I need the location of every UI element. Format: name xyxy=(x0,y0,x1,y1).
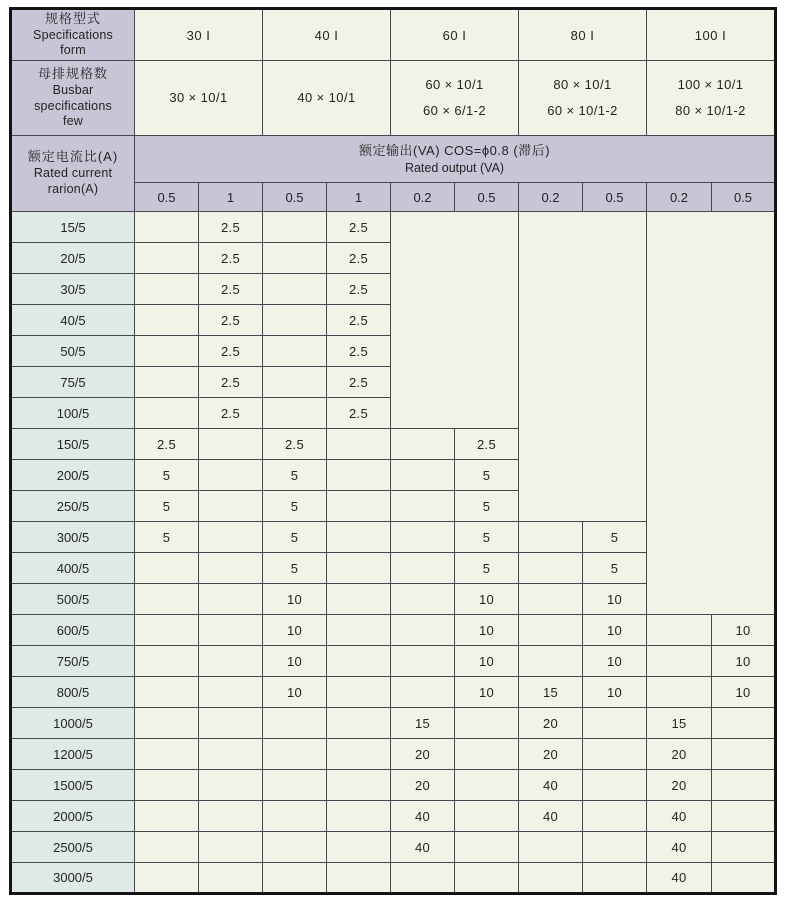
value-cell: 10 xyxy=(263,677,327,708)
value-cell xyxy=(135,708,199,739)
accuracy-40I-b: 1 xyxy=(327,183,391,212)
value-cell xyxy=(135,398,199,429)
busbar-30I xyxy=(135,61,263,136)
value-cell xyxy=(327,429,391,460)
value-cell: 10 xyxy=(263,584,327,615)
value-cell xyxy=(199,553,263,584)
value-cell: 20 xyxy=(519,739,583,770)
accuracy-60I-b: 0.5 xyxy=(455,183,519,212)
value-cell xyxy=(199,832,263,863)
value-cell xyxy=(327,460,391,491)
row-label: 20/5 xyxy=(11,243,135,274)
value-cell xyxy=(135,584,199,615)
value-cell xyxy=(391,646,455,677)
value-cell xyxy=(135,615,199,646)
value-cell xyxy=(135,646,199,677)
value-cell: 5 xyxy=(135,491,199,522)
header-row-rated-output xyxy=(11,136,776,183)
value-cell xyxy=(583,801,647,832)
corner-busbar-en3: few xyxy=(62,114,84,129)
value-cell: 10 xyxy=(583,677,647,708)
value-cell xyxy=(135,212,199,243)
value-cell: 5 xyxy=(263,553,327,584)
accuracy-100I-a: 0.2 xyxy=(647,183,712,212)
value-cell: 5 xyxy=(135,460,199,491)
value-cell xyxy=(455,863,519,894)
value-cell xyxy=(199,522,263,553)
row-label: 3000/5 xyxy=(11,863,135,894)
accuracy-100I-b: 0.5 xyxy=(712,183,776,212)
value-cell xyxy=(327,832,391,863)
value-cell: 2.5 xyxy=(135,429,199,460)
value-cell: 2.5 xyxy=(327,367,391,398)
value-cell: 40 xyxy=(647,801,712,832)
value-cell xyxy=(199,801,263,832)
accuracy-80I-a: 0.2 xyxy=(519,183,583,212)
value-cell: 2.5 xyxy=(327,305,391,336)
value-cell: 5 xyxy=(583,522,647,553)
accuracy-30I-a: 0.5 xyxy=(135,183,199,212)
value-cell xyxy=(135,367,199,398)
value-cell xyxy=(327,646,391,677)
busbar-60I-line2: 60 × 6/1-2 xyxy=(423,103,486,118)
value-cell: 40 xyxy=(647,863,712,894)
value-cell xyxy=(391,553,455,584)
value-cell xyxy=(199,677,263,708)
value-cell: 10 xyxy=(455,615,519,646)
value-cell: 2.5 xyxy=(327,398,391,429)
table-row xyxy=(11,677,776,708)
value-cell xyxy=(519,522,583,553)
row-label: 30/5 xyxy=(11,274,135,305)
value-cell xyxy=(263,739,327,770)
value-cell xyxy=(391,863,455,894)
value-cell xyxy=(583,832,647,863)
corner-spec-form xyxy=(11,9,135,61)
corner-rated-current xyxy=(11,136,135,212)
col-header-80I: 80 I xyxy=(519,9,647,61)
value-cell: 40 xyxy=(647,832,712,863)
value-cell: 40 xyxy=(391,801,455,832)
merged-empty-cell xyxy=(391,212,519,429)
value-cell: 10 xyxy=(455,677,519,708)
value-cell: 5 xyxy=(263,460,327,491)
table-row xyxy=(11,832,776,863)
value-cell xyxy=(519,553,583,584)
value-cell xyxy=(712,708,776,739)
value-cell xyxy=(455,739,519,770)
row-label: 100/5 xyxy=(11,398,135,429)
value-cell xyxy=(263,832,327,863)
value-cell xyxy=(199,491,263,522)
value-cell: 20 xyxy=(391,770,455,801)
value-cell xyxy=(519,646,583,677)
table-body xyxy=(11,212,776,894)
table-row xyxy=(11,801,776,832)
value-cell xyxy=(391,429,455,460)
corner-busbar-zh: 母排规格数 xyxy=(37,66,108,82)
busbar-80I xyxy=(519,61,647,136)
value-cell xyxy=(199,863,263,894)
corner-busbar xyxy=(11,61,135,136)
merged-empty-cell xyxy=(647,212,776,615)
col-header-40I: 40 I xyxy=(263,9,391,61)
value-cell xyxy=(327,677,391,708)
value-cell: 5 xyxy=(455,491,519,522)
header-row-spec xyxy=(11,9,776,61)
busbar-60I xyxy=(391,61,519,136)
table-row xyxy=(11,863,776,894)
value-cell xyxy=(647,677,712,708)
value-cell xyxy=(135,801,199,832)
corner-rated-current-zh: 额定电流比(A) xyxy=(27,149,119,165)
value-cell: 10 xyxy=(712,615,776,646)
value-cell xyxy=(391,584,455,615)
value-cell: 5 xyxy=(263,491,327,522)
value-cell: 10 xyxy=(583,615,647,646)
value-cell xyxy=(647,646,712,677)
value-cell: 2.5 xyxy=(327,274,391,305)
row-label: 1000/5 xyxy=(11,708,135,739)
row-label: 2000/5 xyxy=(11,801,135,832)
value-cell xyxy=(391,677,455,708)
value-cell: 5 xyxy=(583,553,647,584)
col-header-30I: 30 I xyxy=(135,9,263,61)
value-cell xyxy=(263,336,327,367)
value-cell: 2.5 xyxy=(199,367,263,398)
corner-spec-form-en1: Specifications xyxy=(33,27,113,42)
value-cell xyxy=(263,367,327,398)
row-label: 150/5 xyxy=(11,429,135,460)
value-cell: 2.5 xyxy=(327,212,391,243)
value-cell xyxy=(199,770,263,801)
value-cell: 40 xyxy=(519,770,583,801)
value-cell: 2.5 xyxy=(327,336,391,367)
value-cell xyxy=(455,801,519,832)
value-cell xyxy=(519,615,583,646)
value-cell: 10 xyxy=(455,584,519,615)
rated-output-zh: 额定输出(VA) COS=ϕ0.8 (滞后) xyxy=(358,142,551,158)
busbar-100I-line2: 80 × 10/1-2 xyxy=(675,103,746,118)
accuracy-40I-a: 0.5 xyxy=(263,183,327,212)
accuracy-60I-a: 0.2 xyxy=(391,183,455,212)
value-cell: 2.5 xyxy=(263,429,327,460)
value-cell xyxy=(135,305,199,336)
table-row xyxy=(11,615,776,646)
busbar-100I xyxy=(647,61,776,136)
value-cell: 2.5 xyxy=(199,398,263,429)
value-cell: 10 xyxy=(712,646,776,677)
value-cell xyxy=(327,770,391,801)
value-cell xyxy=(135,553,199,584)
value-cell xyxy=(391,491,455,522)
busbar-40I-line1: 40 × 10/1 xyxy=(297,90,356,105)
busbar-80I-line1: 80 × 10/1 xyxy=(553,77,612,92)
value-cell xyxy=(712,770,776,801)
value-cell xyxy=(199,429,263,460)
value-cell xyxy=(199,584,263,615)
value-cell: 2.5 xyxy=(327,243,391,274)
corner-rated-current-en2: rarion(A) xyxy=(47,181,99,196)
value-cell: 15 xyxy=(519,677,583,708)
corner-busbar-en2: specifications xyxy=(34,98,112,113)
row-label: 600/5 xyxy=(11,615,135,646)
value-cell: 10 xyxy=(712,677,776,708)
row-label: 50/5 xyxy=(11,336,135,367)
row-label: 300/5 xyxy=(11,522,135,553)
value-cell: 2.5 xyxy=(199,305,263,336)
table-row xyxy=(11,646,776,677)
value-cell: 5 xyxy=(455,522,519,553)
value-cell: 5 xyxy=(263,522,327,553)
value-cell xyxy=(519,832,583,863)
accuracy-30I-b: 1 xyxy=(199,183,263,212)
row-label: 75/5 xyxy=(11,367,135,398)
value-cell xyxy=(583,739,647,770)
row-label: 1500/5 xyxy=(11,770,135,801)
value-cell: 5 xyxy=(135,522,199,553)
rated-output-en: Rated output (VA) xyxy=(404,161,505,175)
row-label: 400/5 xyxy=(11,553,135,584)
value-cell xyxy=(263,398,327,429)
value-cell xyxy=(135,336,199,367)
value-cell xyxy=(455,770,519,801)
header-row-busbar xyxy=(11,61,776,136)
value-cell xyxy=(263,770,327,801)
corner-spec-form-zh: 规格型式 xyxy=(44,10,101,26)
value-cell xyxy=(135,243,199,274)
value-cell xyxy=(391,522,455,553)
table-row xyxy=(11,212,776,243)
merged-empty-cell xyxy=(519,212,647,522)
value-cell xyxy=(583,863,647,894)
corner-rated-current-en1: Rated current xyxy=(33,166,113,181)
value-cell xyxy=(135,677,199,708)
value-cell xyxy=(327,739,391,770)
value-cell xyxy=(263,305,327,336)
value-cell xyxy=(712,739,776,770)
value-cell: 40 xyxy=(391,832,455,863)
busbar-100I-line1: 100 × 10/1 xyxy=(677,77,744,92)
value-cell xyxy=(327,584,391,615)
value-cell xyxy=(712,801,776,832)
busbar-80I-line2: 60 × 10/1-2 xyxy=(547,103,618,118)
corner-busbar-en1: Busbar xyxy=(52,83,94,97)
accuracy-80I-b: 0.5 xyxy=(583,183,647,212)
value-cell: 40 xyxy=(519,801,583,832)
value-cell xyxy=(199,739,263,770)
value-cell xyxy=(583,708,647,739)
value-cell: 20 xyxy=(391,739,455,770)
spec-table xyxy=(9,7,777,895)
value-cell xyxy=(135,863,199,894)
value-cell xyxy=(647,615,712,646)
table-row xyxy=(11,708,776,739)
value-cell xyxy=(583,770,647,801)
value-cell: 2.5 xyxy=(199,274,263,305)
value-cell: 20 xyxy=(647,739,712,770)
value-cell xyxy=(263,274,327,305)
value-cell: 10 xyxy=(263,615,327,646)
value-cell xyxy=(327,522,391,553)
value-cell xyxy=(712,863,776,894)
value-cell: 10 xyxy=(583,584,647,615)
value-cell: 20 xyxy=(647,770,712,801)
value-cell xyxy=(455,832,519,863)
row-label: 40/5 xyxy=(11,305,135,336)
value-cell xyxy=(199,615,263,646)
value-cell xyxy=(455,708,519,739)
value-cell xyxy=(327,863,391,894)
value-cell xyxy=(263,863,327,894)
value-cell xyxy=(135,770,199,801)
value-cell xyxy=(199,460,263,491)
row-label: 800/5 xyxy=(11,677,135,708)
value-cell: 5 xyxy=(455,460,519,491)
value-cell: 2.5 xyxy=(455,429,519,460)
value-cell: 5 xyxy=(455,553,519,584)
row-label: 2500/5 xyxy=(11,832,135,863)
value-cell: 2.5 xyxy=(199,336,263,367)
rated-output-header xyxy=(135,136,776,183)
value-cell: 10 xyxy=(263,646,327,677)
corner-spec-form-en2: form xyxy=(60,43,86,58)
value-cell: 20 xyxy=(519,708,583,739)
value-cell xyxy=(135,739,199,770)
value-cell xyxy=(135,274,199,305)
value-cell: 15 xyxy=(647,708,712,739)
value-cell xyxy=(135,832,199,863)
value-cell: 15 xyxy=(391,708,455,739)
table-row xyxy=(11,770,776,801)
value-cell xyxy=(519,584,583,615)
busbar-40I xyxy=(263,61,391,136)
value-cell xyxy=(327,491,391,522)
row-label: 1200/5 xyxy=(11,739,135,770)
value-cell xyxy=(327,708,391,739)
value-cell xyxy=(712,832,776,863)
row-label: 200/5 xyxy=(11,460,135,491)
col-header-60I: 60 I xyxy=(391,9,519,61)
value-cell xyxy=(327,615,391,646)
value-cell xyxy=(327,801,391,832)
value-cell xyxy=(327,553,391,584)
value-cell xyxy=(263,708,327,739)
row-label: 750/5 xyxy=(11,646,135,677)
value-cell xyxy=(391,460,455,491)
value-cell xyxy=(263,243,327,274)
value-cell xyxy=(391,615,455,646)
row-label: 15/5 xyxy=(11,212,135,243)
value-cell: 10 xyxy=(583,646,647,677)
value-cell: 10 xyxy=(455,646,519,677)
busbar-60I-line1: 60 × 10/1 xyxy=(425,77,484,92)
busbar-30I-line1: 30 × 10/1 xyxy=(169,90,228,105)
value-cell xyxy=(263,212,327,243)
value-cell xyxy=(199,646,263,677)
col-header-100I: 100 I xyxy=(647,9,776,61)
value-cell xyxy=(199,708,263,739)
value-cell: 2.5 xyxy=(199,243,263,274)
value-cell: 2.5 xyxy=(199,212,263,243)
table-row xyxy=(11,739,776,770)
row-label: 250/5 xyxy=(11,491,135,522)
value-cell xyxy=(263,801,327,832)
row-label: 500/5 xyxy=(11,584,135,615)
value-cell xyxy=(519,863,583,894)
